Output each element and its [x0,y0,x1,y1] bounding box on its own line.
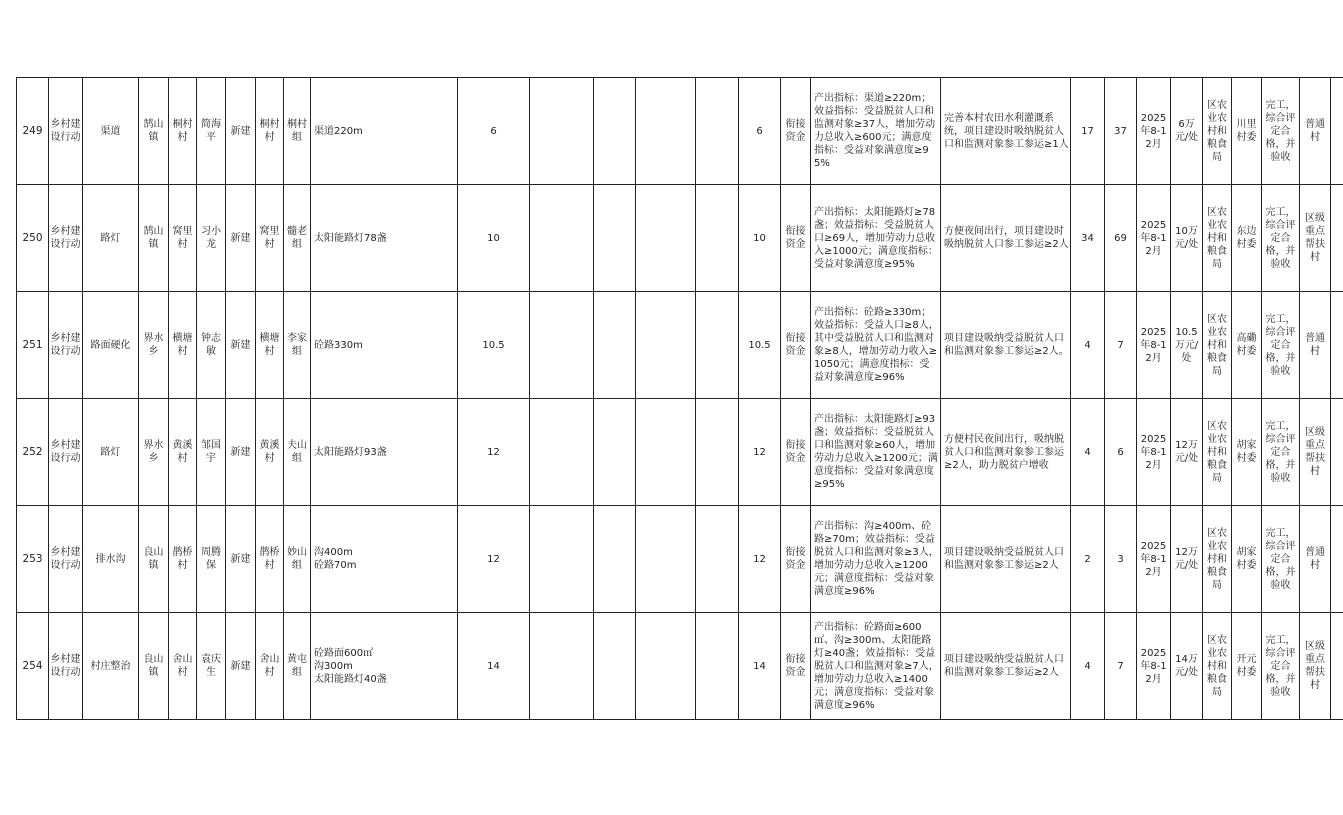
village-type-cell: 区级重点帮扶村 [1300,185,1331,292]
acceptance-cell: 完工，综合评定合格，并验收 [1262,399,1300,506]
contact-person-cell: 钟志敏 [197,292,226,399]
funds-subtotal-cell: 6 [739,78,781,185]
households-cell: 4 [1071,399,1105,506]
construction-content-cell: 太阳能路灯78盏 [311,185,458,292]
category-cell: 乡村建设行动 [49,506,83,613]
contact-person-cell: 袁庆生 [197,613,226,720]
period-cell: 2025年8-12月 [1137,292,1171,399]
category-cell: 乡村建设行动 [49,185,83,292]
funds-district-cell [696,506,739,613]
period-cell: 2025年8-12月 [1137,78,1171,185]
fund-source-cell: 衔接资金 [781,292,811,399]
funds-central-cell [530,506,594,613]
village-type-cell: 区级重点帮扶村 [1300,399,1331,506]
funds-provincial-cell [594,506,636,613]
funds-provincial-cell [594,613,636,720]
construction-nature-cell: 新建 [226,78,256,185]
contact-person-cell: 简海平 [197,78,226,185]
location-village-cell: 窝里村 [256,185,284,292]
owner-cell: 开元村委 [1232,613,1262,720]
contact-person-cell: 邹国宇 [197,399,226,506]
location-group-cell: 夫山组 [284,399,311,506]
row-number: 252 [17,399,49,506]
funds-total-cell: 6 [458,78,530,185]
department-cell: 区农业农村和粮食局 [1203,78,1232,185]
project-type-cell: 渠道 [83,78,139,185]
project-type-cell: 路面硬化 [83,292,139,399]
funds-central-cell [530,185,594,292]
benefit-mechanism-cell: 方便夜间出行，项目建设时吸纳脱贫人口参工参运≥2人 [941,185,1071,292]
funds-district-cell [696,185,739,292]
town-cell: 鹄山镇 [139,78,169,185]
location-village-cell: 黄溪村 [256,399,284,506]
acceptance-cell: 完工，综合评定合格，并验收 [1262,78,1300,185]
households-cell: 34 [1071,185,1105,292]
performance-target-cell: 产出指标：太阳能路灯≥93盏；效益指标：受益脱贫人口和监测对象≥60人，增加劳动力总收入≥1200元；满意度指标：受益对象满意度≥95% [811,399,941,506]
benefit-mechanism-cell: 项目建设吸纳受益脱贫人口和监测对象参工参运≥2人 [941,613,1071,720]
funds-provincial-cell [594,185,636,292]
construction-content-cell: 沟400m 砼路70m [311,506,458,613]
benefit-mechanism-cell: 方便村民夜间出行，吸纳脱贫人口和监测对象参工参运≥2人，助力脱贫户增收 [941,399,1071,506]
location-group-cell: 李家组 [284,292,311,399]
town-cell: 界水乡 [139,292,169,399]
row-number: 251 [17,292,49,399]
acceptance-cell: 完工，综合评定合格，并验收 [1262,613,1300,720]
village-type-cell: 区级重点帮扶村 [1300,613,1331,720]
project-type-cell: 路灯 [83,185,139,292]
village-cell: 鹊桥村 [169,506,197,613]
construction-content-cell: 太阳能路灯93盏 [311,399,458,506]
row-number: 253 [17,506,49,613]
category-cell: 乡村建设行动 [49,292,83,399]
funds-subtotal-cell: 12 [739,399,781,506]
households-cell: 4 [1071,613,1105,720]
department-cell: 区农业农村和粮食局 [1203,613,1232,720]
subsidy-standard-cell: 14万元/处 [1171,613,1203,720]
period-cell: 2025年8-12月 [1137,185,1171,292]
village-type-cell: 普通村 [1300,506,1331,613]
owner-cell: 东边村委 [1232,185,1262,292]
contact-person-cell: 习小龙 [197,185,226,292]
performance-target-cell: 产出指标：沟≥400m、砼路≥70m；效益指标：受益脱贫人口和监测对象≥3人，增加劳动力总收入≥1200元；满意度指标：受益对象满意度≥96% [811,506,941,613]
people-cell: 37 [1105,78,1137,185]
row-number: 254 [17,613,49,720]
row-number: 250 [17,185,49,292]
location-group-cell: 桐村组 [284,78,311,185]
period-cell: 2025年8-12月 [1137,613,1171,720]
performance-target-cell: 产出指标：砼路≥330m；效益指标：受益人口≥8人，其中受益脱贫人口和监测对象≥8人，增加劳动力收入≥1050元；满意度指标：受益对象满意度≥96% [811,292,941,399]
village-type-cell: 普通村 [1300,78,1331,185]
location-village-cell: 桐村村 [256,78,284,185]
category-cell: 乡村建设行动 [49,613,83,720]
owner-cell: 川里村委 [1232,78,1262,185]
table-row [17,292,1343,399]
subsidy-standard-cell: 12万元/处 [1171,506,1203,613]
funds-city-cell [636,292,696,399]
funds-central-cell [530,78,594,185]
location-village-cell: 鹊桥村 [256,506,284,613]
village-type-cell: 普通村 [1300,292,1331,399]
subsidy-standard-cell: 6万元/处 [1171,78,1203,185]
construction-content-cell: 渠道220m [311,78,458,185]
construction-content-cell: 砼路330m [311,292,458,399]
fund-source-cell: 衔接资金 [781,613,811,720]
funds-district-cell [696,399,739,506]
funds-city-cell [636,506,696,613]
period-cell: 2025年8-12月 [1137,399,1171,506]
acceptance-cell: 完工，综合评定合格，并验收 [1262,506,1300,613]
funds-provincial-cell [594,399,636,506]
performance-target-cell: 产出指标：渠道≥220m；效益指标：受益脱贫人口和监测对象≥37人，增加劳动力总收入≥600元；满意度指标：受益对象满意度≥95% [811,78,941,185]
village-cell: 舍山村 [169,613,197,720]
funds-provincial-cell [594,78,636,185]
people-cell: 7 [1105,613,1137,720]
funds-subtotal-cell: 14 [739,613,781,720]
people-cell: 3 [1105,506,1137,613]
location-group-cell: 黄屯组 [284,613,311,720]
village-cell: 桐村村 [169,78,197,185]
funds-district-cell [696,78,739,185]
funds-total-cell: 12 [458,506,530,613]
department-cell: 区农业农村和粮食局 [1203,292,1232,399]
households-cell: 17 [1071,78,1105,185]
table-row [17,613,1343,720]
performance-target-cell: 产出指标：太阳能路灯≥78盏；效益指标：受益脱贫人口≥69人，增加劳动力总收入≥1000元；满意度指标：受益对象满意度≥95% [811,185,941,292]
table-row [17,185,1343,292]
people-cell: 6 [1105,399,1137,506]
contact-person-cell: 周腾保 [197,506,226,613]
project-type-cell: 排水沟 [83,506,139,613]
funds-total-cell: 14 [458,613,530,720]
households-cell: 4 [1071,292,1105,399]
funds-total-cell: 12 [458,399,530,506]
location-group-cell: 髓老组 [284,185,311,292]
fund-source-cell: 衔接资金 [781,399,811,506]
acceptance-cell: 完工，综合评定合格，并验收 [1262,292,1300,399]
subsidy-standard-cell: 12万元/处 [1171,399,1203,506]
construction-nature-cell: 新建 [226,185,256,292]
funds-city-cell [636,613,696,720]
benefit-mechanism-cell: 项目建设吸纳受益脱贫人口和监测对象参工参运≥2人 [941,506,1071,613]
fund-source-cell: 衔接资金 [781,185,811,292]
performance-target-cell: 产出指标：砼路面≥600㎡、沟≥300m、太阳能路灯≥40盏；效益指标：受益脱贫人口和监测对象≥7人，增加劳动力总收入≥1400元；满意度指标：受益对象满意度≥96% [811,613,941,720]
construction-nature-cell: 新建 [226,506,256,613]
village-cell: 横塘村 [169,292,197,399]
remark-cell [1331,78,1343,185]
funds-central-cell [530,399,594,506]
table-row [17,506,1343,613]
construction-nature-cell: 新建 [226,292,256,399]
construction-content-cell: 砼路面600㎡ 沟300m 太阳能路灯40盏 [311,613,458,720]
funds-city-cell [636,78,696,185]
project-type-cell: 村庄整治 [83,613,139,720]
town-cell: 良山镇 [139,506,169,613]
remark-cell [1331,613,1343,720]
construction-nature-cell: 新建 [226,399,256,506]
remark-cell [1331,506,1343,613]
project-type-cell: 路灯 [83,399,139,506]
funds-central-cell [530,292,594,399]
remark-cell [1331,292,1343,399]
fund-source-cell: 衔接资金 [781,78,811,185]
people-cell: 7 [1105,292,1137,399]
funds-subtotal-cell: 12 [739,506,781,613]
town-cell: 界水乡 [139,399,169,506]
benefit-mechanism-cell: 完善本村农田水利灌溉系统，项目建设时吸纳脱贫人口和监测对象参工参运≥1人 [941,78,1071,185]
table-row [17,399,1343,506]
funds-subtotal-cell: 10 [739,185,781,292]
fund-source-cell: 衔接资金 [781,506,811,613]
location-village-cell: 横塘村 [256,292,284,399]
owner-cell: 胡家村委 [1232,506,1262,613]
owner-cell: 胡家村委 [1232,399,1262,506]
households-cell: 2 [1071,506,1105,613]
people-cell: 69 [1105,185,1137,292]
funds-central-cell [530,613,594,720]
subsidy-standard-cell: 10.5万元/处 [1171,292,1203,399]
owner-cell: 高磡村委 [1232,292,1262,399]
acceptance-cell: 完工，综合评定合格，并验收 [1262,185,1300,292]
funds-city-cell [636,399,696,506]
category-cell: 乡村建设行动 [49,399,83,506]
department-cell: 区农业农村和粮食局 [1203,185,1232,292]
funds-subtotal-cell: 10.5 [739,292,781,399]
construction-nature-cell: 新建 [226,613,256,720]
funds-provincial-cell [594,292,636,399]
village-cell: 窝里村 [169,185,197,292]
row-number: 249 [17,78,49,185]
funds-city-cell [636,185,696,292]
category-cell: 乡村建设行动 [49,78,83,185]
funds-total-cell: 10 [458,185,530,292]
funds-district-cell [696,292,739,399]
location-group-cell: 妙山组 [284,506,311,613]
department-cell: 区农业农村和粮食局 [1203,399,1232,506]
funds-district-cell [696,613,739,720]
town-cell: 鹄山镇 [139,185,169,292]
project-table [16,77,1343,720]
village-cell: 黄溪村 [169,399,197,506]
table-row [17,78,1343,185]
benefit-mechanism-cell: 项目建设吸纳受益脱贫人口和监测对象参工参运≥2人。 [941,292,1071,399]
department-cell: 区农业农村和粮食局 [1203,506,1232,613]
funds-total-cell: 10.5 [458,292,530,399]
town-cell: 良山镇 [139,613,169,720]
location-village-cell: 舍山村 [256,613,284,720]
remark-cell [1331,399,1343,506]
period-cell: 2025年8-12月 [1137,506,1171,613]
remark-cell [1331,185,1343,292]
subsidy-standard-cell: 10万元/处 [1171,185,1203,292]
